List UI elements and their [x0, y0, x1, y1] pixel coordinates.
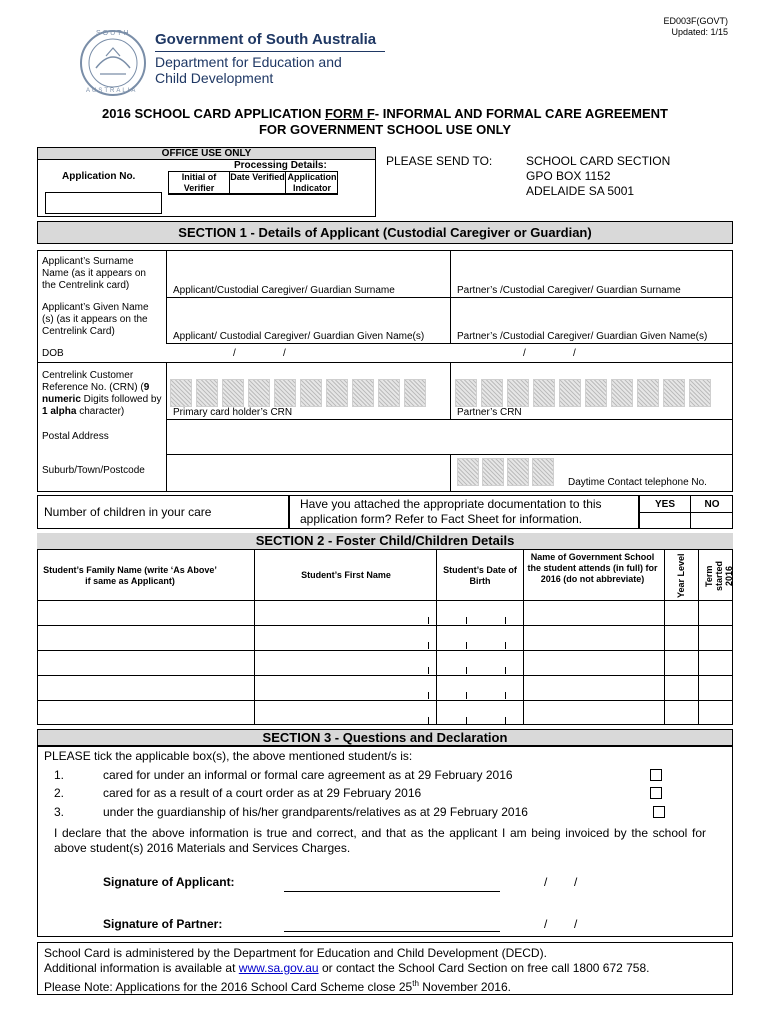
crn-label-alpha: 1 alpha: [42, 406, 77, 417]
col-year-level: Year Level: [676, 553, 686, 599]
form-title-line-1: [0, 106, 770, 122]
footer-line-2-pre: Additional information is available at: [44, 961, 239, 975]
partner-crn-cell-10[interactable]: [689, 379, 711, 407]
department-line-2: Child Development: [155, 70, 274, 86]
given-left-field[interactable]: Applicant/ Custodial Caregiver/ Guardian Given Name(s): [173, 331, 425, 342]
dob-tick-3-2: [505, 667, 506, 674]
partner-signature-date[interactable]: / /: [544, 917, 578, 931]
section-2-row-rule-4: [37, 675, 733, 676]
crn-label-nine: 9 numeric: [42, 382, 150, 405]
partner-crn-cell-9[interactable]: [663, 379, 685, 407]
dob-tick-5-2: [505, 717, 506, 724]
question-3-number: 3.: [54, 805, 65, 819]
suburb-label: Suburb/Town/Postcode: [42, 465, 145, 476]
crn-label-part-2: Digits followed by: [80, 394, 162, 405]
primary-crn-cell-5[interactable]: [274, 379, 296, 407]
partner-crn-cell-1[interactable]: [455, 379, 477, 407]
footer-line-2-post: or contact the School Card Section on free call 1800 672 758.: [318, 961, 650, 975]
footer-line-3-pre: Please Note: Applications for the 2016 School Card Scheme close 25: [44, 980, 413, 994]
phone-area-cell-2[interactable]: [482, 458, 504, 486]
title-pre: 2016 SCHOOL CARD APPLICATION: [101, 106, 325, 121]
surname-right-field[interactable]: Partner’s /Custodial Caregiver/ Guardian Surname: [457, 285, 681, 296]
declaration-text: I declare that the above information is true and correct, and that as the applicant I am being invoiced by the school for above student(s) 2016 Materials and Services Charges.: [54, 826, 706, 855]
send-to-address: [526, 154, 670, 199]
partner-crn-cell-4[interactable]: [533, 379, 555, 407]
col-family-name: Student’s Family Name (write ‘As Above’ if same as Applicant): [43, 565, 217, 586]
family-tick-2: [428, 642, 429, 649]
partner-signature-line[interactable]: [284, 931, 500, 932]
send-line-2: GPO BOX 1152: [526, 169, 611, 183]
col-school-name: Name of Government School the student attends (in full) for 2016 (do not abbreviate): [527, 552, 658, 584]
section-1-heading: SECTION 1 - Details of Applicant (Custodial Caregiver or Guardian): [37, 221, 733, 244]
dob-tick-1-1: [466, 617, 467, 624]
primary-crn-cell-7[interactable]: [326, 379, 348, 407]
col-initial-verifier: Initial of Verifier: [181, 172, 217, 193]
section-2-row-rule-3: [37, 650, 733, 651]
dob-tick-3-1: [466, 667, 467, 674]
dob-tick-1-2: [505, 617, 506, 624]
application-no-field[interactable]: [45, 192, 162, 214]
crn-label-part-1: Centrelink Customer Reference No. (CRN) (: [42, 370, 144, 393]
phone-area-cell-3[interactable]: [507, 458, 529, 486]
question-1-text: cared for under an informal or formal care agreement as at 29 February 2016: [103, 768, 513, 782]
footer-line-1: School Card is administered by the Department for Education and Child Development (DECD).: [44, 946, 547, 960]
section-2-col-divider-3: [523, 549, 524, 725]
section-2-col-divider-4: [664, 549, 665, 725]
question-1-number: 1.: [54, 768, 65, 782]
col-first-name: Student’s First Name: [301, 570, 391, 580]
government-name: Government of South Australia: [155, 31, 377, 48]
department-line-1: Department for Education and: [155, 54, 342, 70]
postal-address-field[interactable]: [166, 419, 733, 455]
col-date-verified: Date Verified: [230, 172, 285, 182]
updated-date: Updated: 1/15: [671, 27, 728, 37]
primary-crn-cell-2[interactable]: [196, 379, 218, 407]
question-3-checkbox[interactable]: [653, 806, 665, 818]
question-2-checkbox[interactable]: [650, 787, 662, 799]
office-use-heading: OFFICE USE ONLY: [38, 148, 375, 159]
tick-instructions: PLEASE tick the applicable box(s), the above mentioned student/s is:: [44, 749, 413, 763]
given-name-divider: [450, 297, 451, 344]
header-rule: [155, 51, 385, 52]
surname-label: Applicant’s Surname Name (as it appears on the Centrelink card): [42, 256, 146, 291]
primary-crn-cell-9[interactable]: [378, 379, 400, 407]
section-2-heading: SECTION 2 - Foster Child/Children Details: [37, 533, 733, 549]
partner-signature-label: Signature of Partner:: [103, 917, 223, 931]
section-2-col-divider-1: [254, 549, 255, 725]
dob-tick-2-1: [466, 642, 467, 649]
form-title: [0, 106, 770, 138]
family-tick-1: [428, 617, 429, 624]
send-to-label: PLEASE SEND TO:: [386, 154, 493, 168]
phone-area-cell-1[interactable]: [457, 458, 479, 486]
phone-area-cell-4[interactable]: [532, 458, 554, 486]
crn-label-part-3: character): [76, 406, 125, 417]
footer-line-3: [44, 976, 650, 995]
family-tick-3: [428, 667, 429, 674]
phone-label: Daytime Contact telephone No.: [568, 477, 707, 488]
partner-dob-slash-2[interactable]: /: [573, 348, 576, 359]
question-1-checkbox[interactable]: [650, 769, 662, 781]
suburb-field[interactable]: [166, 454, 451, 492]
applicant-signature-date[interactable]: / /: [544, 875, 578, 889]
send-line-1: SCHOOL CARD SECTION: [526, 154, 671, 168]
partner-crn-cell-3[interactable]: [507, 379, 529, 407]
applicant-signature-line[interactable]: [284, 891, 500, 892]
dob-tick-4-1: [466, 692, 467, 699]
seal-text-bottom: AUSTRALIA: [86, 88, 138, 94]
section-3-heading: SECTION 3 - Questions and Declaration: [37, 729, 733, 746]
partner-crn-cell-8[interactable]: [637, 379, 659, 407]
postal-address-label: Postal Address: [42, 431, 109, 442]
processing-details-label: Processing Details:: [234, 160, 327, 171]
dob-slash-2[interactable]: /: [283, 348, 286, 359]
form-title-line-2: FOR GOVERNMENT SCHOOL USE ONLY: [258, 122, 512, 137]
send-line-3: ADELAIDE SA 5001: [526, 184, 635, 198]
footer-line-3-post: November 2016.: [418, 980, 511, 994]
question-2-text: cared for as a result of a court order as at 29 February 2016: [103, 786, 422, 800]
primary-crn-cell-8[interactable]: [352, 379, 374, 407]
partner-crn-cell-2[interactable]: [481, 379, 503, 407]
processing-bottom-rule: [168, 194, 338, 195]
partner-dob-slash-1[interactable]: /: [523, 348, 526, 359]
col-date-of-birth: Student’s Date of Birth: [443, 565, 517, 586]
section-2-col-divider-5: [698, 549, 699, 725]
crn-label: [42, 370, 162, 418]
family-tick-4: [428, 692, 429, 699]
surname-divider: [450, 250, 451, 298]
title-post: - INFORMAL AND FORMAL CARE AGREEMENT: [374, 106, 668, 121]
partner-crn-cell-7[interactable]: [611, 379, 633, 407]
primary-crn-cell-1[interactable]: [170, 379, 192, 407]
section-2-row-rule-5: [37, 700, 733, 701]
yes-option[interactable]: YES: [654, 499, 675, 510]
section-2-row-rule-1: [37, 600, 733, 601]
partner-crn-cell-5[interactable]: [559, 379, 581, 407]
yes-no-rule: [639, 512, 733, 513]
family-tick-5: [428, 717, 429, 724]
sa-gov-link[interactable]: www.sa.gov.au: [238, 961, 319, 975]
header-meta: [663, 16, 728, 38]
section-2-col-divider-2: [436, 549, 437, 725]
primary-crn-cell-10[interactable]: [404, 379, 426, 407]
question-2-number: 2.: [54, 786, 65, 800]
dob-tick-2-2: [505, 642, 506, 649]
dob-tick-4-2: [505, 692, 506, 699]
application-no-label: Application No.: [62, 171, 136, 182]
title-form-id: FORM F: [324, 106, 375, 121]
seal-text-top: SOUTH: [96, 30, 131, 37]
primary-crn-cell-3[interactable]: [222, 379, 244, 407]
given-name-label: Applicant’s Given Name (s) (as it appears on the Centrelink Card): [42, 302, 149, 337]
footer-line-2: [44, 961, 650, 976]
partner-crn-cell-6[interactable]: [585, 379, 607, 407]
col-application-indicator: Application Indicator: [287, 172, 337, 193]
footer-text: [44, 946, 650, 995]
question-3-text: under the guardianship of his/her grandparents/relatives as at 29 February 2016: [103, 805, 528, 819]
given-right-field[interactable]: Partner’s /Custodial Caregiver/ Guardian Given Name(s): [457, 331, 708, 342]
dob-tick-5-1: [466, 717, 467, 724]
documentation-question: Have you attached the appropriate documentation to this application form? Refer to Fact Sheet for information.: [300, 497, 602, 526]
no-option[interactable]: NO: [704, 499, 720, 510]
col-term-started: Term started 2016: [704, 561, 734, 592]
surname-left-field[interactable]: Applicant/Custodial Caregiver/ Guardian Surname: [173, 285, 395, 296]
partner-crn-label: Partner’s CRN: [457, 407, 522, 418]
department-name: [155, 54, 342, 86]
applicant-signature-label: Signature of Applicant:: [103, 875, 235, 889]
form-code: ED003F(GOVT): [663, 16, 728, 26]
dob-label: DOB: [42, 348, 64, 359]
section-2-row-rule-2: [37, 625, 733, 626]
primary-crn-label: Primary card holder’s CRN: [173, 407, 293, 418]
footer-line-3-sup: th: [412, 979, 419, 988]
primary-crn-cell-6[interactable]: [300, 379, 322, 407]
dob-slash-1[interactable]: /: [233, 348, 236, 359]
crn-divider: [450, 362, 451, 420]
primary-crn-cell-4[interactable]: [248, 379, 270, 407]
children-count-label: Number of children in your care: [44, 505, 212, 519]
